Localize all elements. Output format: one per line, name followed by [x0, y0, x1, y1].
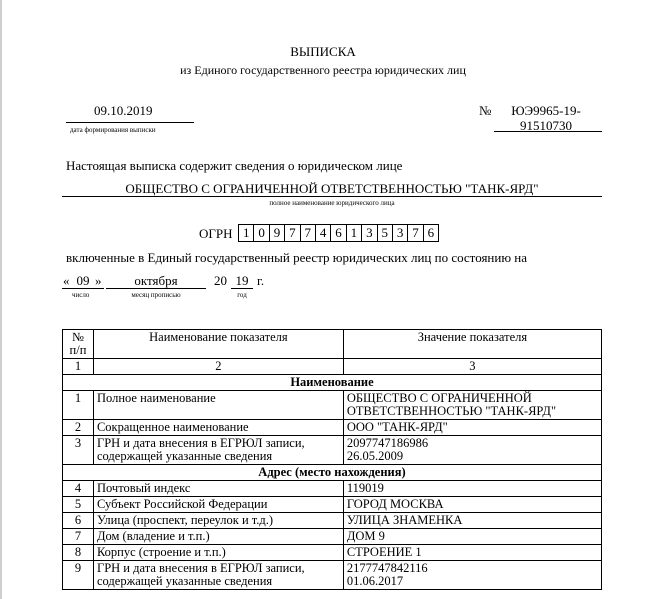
- section-title: Наименование: [63, 375, 602, 391]
- row-value-date: 01.06.2017: [346, 574, 404, 588]
- row-indicator-name: Почтовый индекс: [93, 481, 343, 497]
- ogrn-digit: 6: [427, 225, 435, 240]
- row-number: 7: [63, 529, 94, 545]
- row-indicator-value: [343, 561, 601, 590]
- table-colnum-row: [63, 359, 602, 375]
- row-value-text: ОБЩЕСТВО С ОГРАНИЧЕННОЙ ОТВЕТСТВЕННОСТЬЮ "ТАНК-ЯРД": [346, 391, 557, 418]
- row-indicator-value: [343, 513, 601, 529]
- row-indicator-value: [343, 529, 601, 545]
- row-indicator-name: Сокращенное наименование: [93, 420, 343, 436]
- table-row: [63, 561, 602, 590]
- row-value-text: УЛИЦА ЗНАМЕНКА: [346, 513, 463, 527]
- table-row: [63, 545, 602, 561]
- row-number: 3: [63, 436, 94, 465]
- header-name: Наименование показателя: [93, 330, 343, 359]
- entity-name-underline: [62, 196, 602, 197]
- extract-number-line2: 91510730: [520, 118, 572, 133]
- row-indicator-name: Субъект Российской Федерации: [93, 497, 343, 513]
- entity-name-caption: полное наименование юридического лица: [269, 199, 395, 207]
- row-number: 4: [63, 481, 94, 497]
- ogrn-digit: 0: [254, 225, 269, 241]
- date-caption: дата формирования выписки: [70, 126, 156, 134]
- table-row: [63, 497, 602, 513]
- asof-year-underline: [231, 288, 253, 289]
- table-row: [63, 481, 602, 497]
- header-num: № п/п: [63, 330, 94, 359]
- colnum-2: 2: [93, 359, 343, 375]
- ogrn-digit: 1: [347, 225, 362, 241]
- section-header-row: [63, 465, 602, 481]
- asof-year-suffix: 19: [235, 273, 249, 288]
- asof-month-caption: месяц прописью: [131, 291, 181, 299]
- row-value-text: 2097747186986: [346, 436, 429, 450]
- intro-text: Настоящая выписка содержит сведения о юридическом лице: [66, 158, 403, 173]
- ogrn-number: [238, 224, 439, 242]
- row-number: 9: [63, 561, 94, 590]
- ogrn-label: ОГРН: [199, 226, 233, 241]
- table-header-row: [63, 330, 602, 359]
- row-indicator-value: [343, 420, 601, 436]
- ogrn-digit: 7: [408, 225, 423, 241]
- row-indicator-name: ГРН и дата внесения в ЕГРЮЛ записи, содержащей указанные сведения: [93, 561, 343, 590]
- asof-close-quote: »: [95, 273, 102, 288]
- extract-date: 09.10.2019: [94, 103, 153, 118]
- row-value-text: 119019: [346, 481, 384, 495]
- row-value-date: 26.05.2009: [346, 449, 404, 463]
- ogrn-digit: 4: [316, 225, 331, 241]
- row-number: 5: [63, 497, 94, 513]
- asof-year-caption: год: [237, 291, 247, 299]
- extract-table: [62, 329, 602, 590]
- row-indicator-name: Корпус (строение и т.п.): [93, 545, 343, 561]
- table-row: [63, 513, 602, 529]
- document-subtitle: из Единого государственного реестра юридических лиц: [180, 63, 466, 77]
- row-indicator-value: [343, 391, 601, 420]
- row-value-text: ГОРОД МОСКВА: [346, 497, 444, 511]
- table-row: [63, 529, 602, 545]
- asof-day-caption: число: [72, 291, 90, 299]
- section-title: Адрес (место нахождения): [63, 465, 602, 481]
- header-value: Значение показателя: [343, 330, 601, 359]
- table-row: [63, 436, 602, 465]
- table-row: [63, 420, 602, 436]
- ogrn-boxes: [238, 224, 439, 242]
- asof-month-underline: [106, 288, 206, 289]
- asof-day: 09: [76, 273, 90, 288]
- colnum-1: 1: [63, 359, 94, 375]
- row-number: 8: [63, 545, 94, 561]
- row-indicator-value: [343, 545, 601, 561]
- table-row: [63, 391, 602, 420]
- row-value-text: ДОМ 9: [346, 529, 385, 543]
- extract-table-body: [63, 330, 602, 590]
- row-indicator-value: [343, 497, 601, 513]
- asof-year-unit: г.: [257, 273, 265, 288]
- row-indicator-name: Полное наименование: [93, 391, 343, 420]
- asof-month: октября: [134, 273, 178, 288]
- entity-full-name: ОБЩЕСТВО С ОГРАНИЧЕННОЙ ОТВЕТСТВЕННОСТЬЮ "ТАНК-ЯРД": [125, 181, 539, 196]
- ogrn-digit: 7: [285, 225, 300, 241]
- ogrn-digit: 1: [239, 225, 254, 241]
- row-indicator-name: Дом (владение и т.п.): [93, 529, 343, 545]
- row-number: 1: [63, 391, 94, 420]
- ogrn-digit: 7: [301, 225, 316, 241]
- colnum-3: 3: [343, 359, 601, 375]
- number-underline: [494, 131, 602, 132]
- row-value-text: ООО "ТАНК-ЯРД": [346, 420, 448, 434]
- ogrn-digit: 5: [378, 225, 393, 241]
- section-header-row: [63, 375, 602, 391]
- row-value-text: 2177747842116: [346, 561, 428, 575]
- ogrn-digit: 3: [393, 225, 408, 241]
- row-indicator-value: [343, 436, 601, 465]
- row-number: 6: [63, 513, 94, 529]
- row-indicator-name: Улица (проспект, переулок и т.д.): [93, 513, 343, 529]
- row-indicator-name: ГРН и дата внесения в ЕГРЮЛ записи, содержащей указанные сведения: [93, 436, 343, 465]
- row-value-text: СТРОЕНИЕ 1: [346, 545, 422, 559]
- asof-year-prefix: 20: [214, 273, 227, 288]
- row-number: 2: [63, 420, 94, 436]
- ogrn-digit: 6: [331, 225, 346, 241]
- extract-number-line1: ЮЭ9965-19-: [511, 103, 581, 118]
- ogrn-digit: 3: [362, 225, 377, 241]
- number-sign: №: [479, 103, 492, 118]
- row-indicator-value: [343, 481, 601, 497]
- ogrn-digit: 9: [270, 225, 285, 241]
- included-text: включенные в Единый государственный реестр юридических лиц по состоянию на: [66, 250, 528, 265]
- document-title: ВЫПИСКА: [290, 44, 356, 59]
- page-left-border: [0, 0, 2, 599]
- date-underline: [66, 122, 194, 123]
- asof-open-quote: «: [63, 273, 70, 288]
- asof-day-underline: [62, 288, 104, 289]
- extract-number: [498, 103, 594, 133]
